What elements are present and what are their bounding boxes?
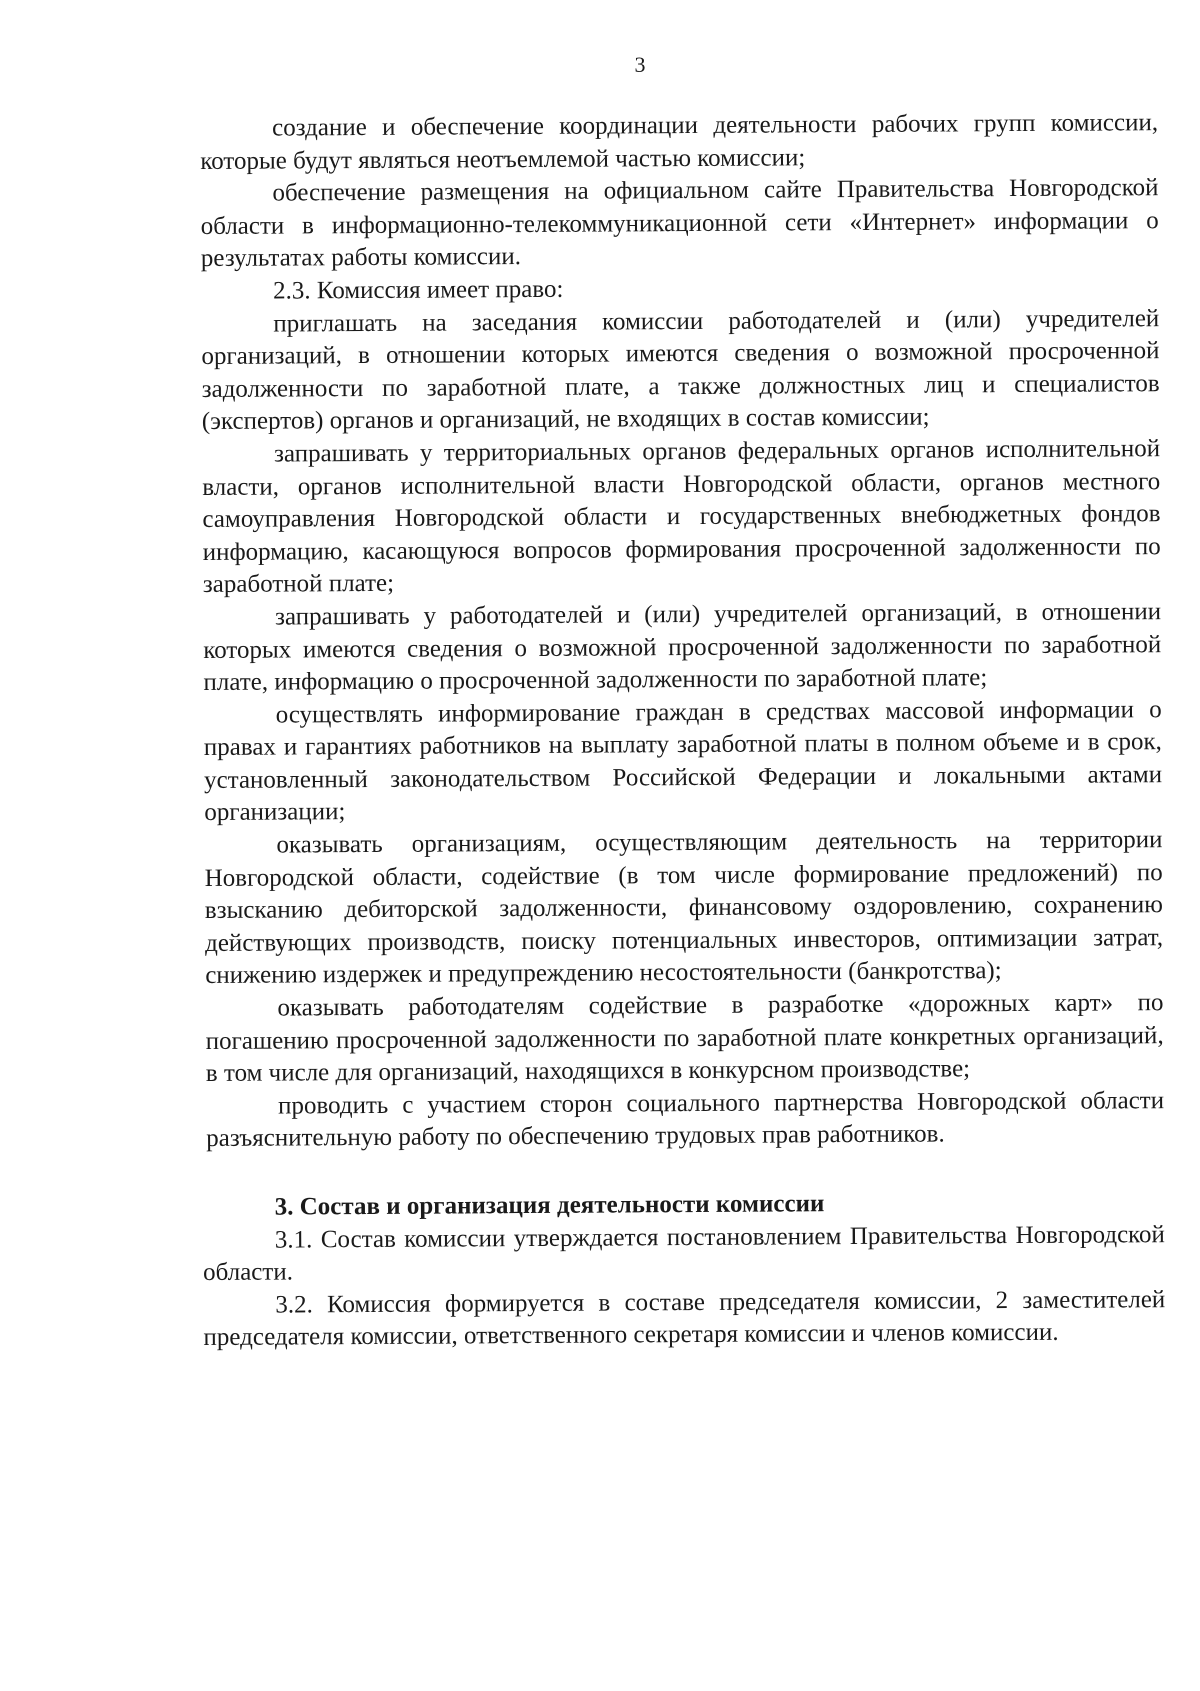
paragraph-roadmaps: оказывать работодателям содействие в разработке «дорожных карт» по погашению просроченной задолженности по заработной плате конкретных организаций, в том числе для организаций, находящихся в конкурсном производстве;	[205, 989, 1164, 1088]
page-number: 3	[634, 52, 646, 77]
paragraph-explanatory-work: проводить с участием сторон социального партнерства Новгородской области разъяснительную работу по обеспечению трудовых прав работников.	[206, 1086, 1165, 1153]
paragraph-request-employers: запрашивать у работодателей и (или) учредителей организаций, в отношении которых имеются сведения о возможной просроченной задолженности по заработной плате, информацию о просроченной задолженности по заработной плате;	[203, 598, 1162, 697]
document-body	[200, 107, 1166, 1355]
paragraph-assistance-organizations: оказывать организациям, осуществляющим деятельность на территории Новгородской области, содействие (в том числе формирование предложений) по взысканию дебиторской задолженности, финансовому оздоровлению, сохранению действующих производств, поиску потенциальных инвесторов, оптимизации затрат, снижению издержек и предупреждению несостоятельности (банкротства);	[204, 826, 1164, 990]
section-title: 3. Состав и организация деятельности комиссии	[274, 1190, 825, 1221]
paragraph-3-2: 3.2. Комиссия формируется в составе председателя комиссии, 2 заместителей председателя комиссии, ответственного секретаря комиссии и членов комиссии.	[203, 1285, 1166, 1352]
paragraph-informing: осуществлять информирование граждан в средствах массовой информации о правах и гарантиях работников на выплату заработной платы в полном объеме и в срок, установленный законодательством Российской Федерации и локальными актами организации;	[203, 695, 1163, 827]
paragraph-3-1: 3.1. Состав комиссии утверждается постановлением Правительства Новгородской области.	[203, 1220, 1165, 1287]
paragraph-invite: приглашать на заседания комиссии работодателей и (или) учредителей организаций, в отношении которых имеются сведения о возможной просроченной задолженности по заработной плате, а также должностных лиц и специалистов (экспертов) органов и организаций, не входящих в состав комиссии;	[201, 304, 1160, 436]
section-composition	[203, 1186, 1166, 1355]
paragraph-rights-heading: 2.3. Комиссия имеет право:	[273, 275, 564, 305]
paragraph-request-authorities: запрашивать у территориальных органов федеральных органов исполнительной власти, органов исполнительной власти Новгородской области, органов местного самоуправления Новгородской области и государственных внебюджетных фондов информацию, касающуюся вопросов формирования просроченной задолженности по заработной плате;	[202, 435, 1161, 599]
paragraph-coordination: создание и обеспечение координации деятельности рабочих групп комиссии, которые будут являться неотъемлемой частью комиссии;	[200, 109, 1159, 175]
paragraph-website: обеспечение размещения на официальном сайте Правительства Новгородской области в информационно-телекоммуникационной сети «Интернет» информации о результатах работы комиссии.	[200, 174, 1159, 273]
